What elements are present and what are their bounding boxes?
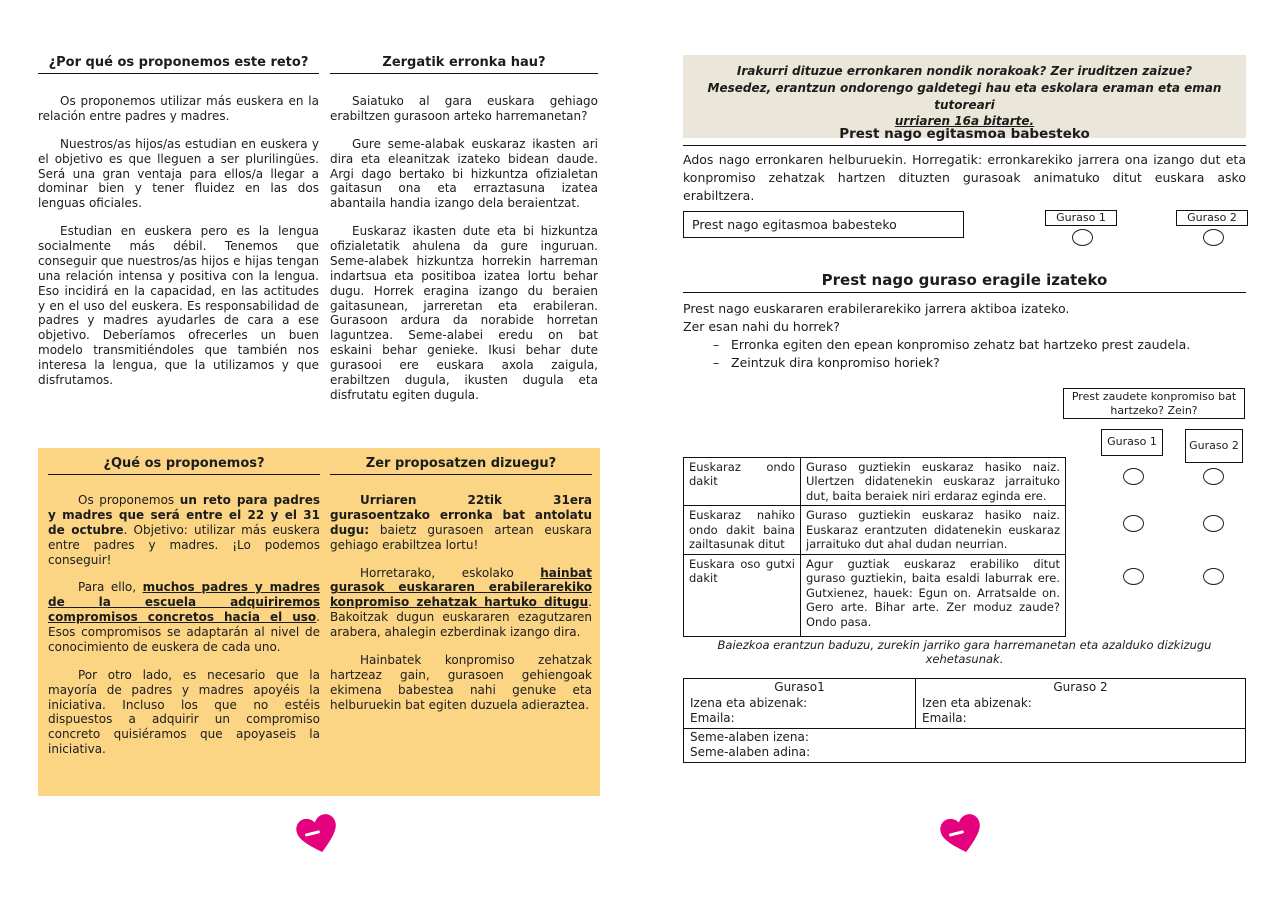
commitment-question-box: Prest zaudete konpromiso bat hartzeko? Zein?: [1063, 388, 1245, 419]
text-run: Os proponemos: [78, 493, 180, 507]
guraso2-label-support: Guraso 2: [1176, 210, 1248, 226]
paragraph-why-es-1: Os proponemos utilizar más euskera en la relación entre padres y madres.: [38, 94, 319, 123]
heading-propose-es: ¿Qué os proponemos?: [48, 456, 320, 475]
notice-line-2: Mesedez, erantzun ondorengo galdetegi hau eta eskolara eraman eta eman tutoreari: [707, 80, 1222, 112]
support-guraso1-circle[interactable]: [1072, 229, 1093, 246]
heart-logo: [294, 812, 342, 859]
paragraph-propose-es-3: Por otro lado, es necesario que la mayoría de padres y madres apoyéis la iniciativa. Incluso los que no estéis dispuestos a adquirir un compromiso concreto quisiéramos que apoyaseis la iniciativa.: [48, 667, 320, 757]
guraso1-name-label: Izena eta abizenak:: [690, 695, 808, 710]
paragraph-why-es-3: Estudian en euskera pero es la lengua socialmente más débil. Tenemos que conseguir que nuestros/as hijos e hijas tengan una relación intensa y positiva con la lengua. Eso incidirá en la capacidad, en las actitudes y en el uso del euskera. Es responsabilidad de padres y madres ayudarles de cara a ese objetivo. Deberíamos ofrecerles un buen modelo transmitiéndoles que también nos interesa la lengua, que la utilizamos y que disfrutamos.: [38, 224, 319, 387]
guraso1-email-label: Emaila:: [690, 711, 735, 726]
left-column-basque: [330, 55, 598, 403]
active-bullet-2: [683, 354, 1246, 372]
child-age-label: Seme-alaben adina:: [690, 745, 811, 760]
notice-line-1: Irakurri dituzue erronkaren nondik norakoak? Zer iruditzen zaizue?: [736, 64, 1193, 78]
row2-guraso2-circle[interactable]: [1203, 515, 1224, 532]
commitment-cell: Guraso guztiekin euskaraz hasiko naiz. Euskaraz erantzuten didatenekin euskaraz jarraituko dut ahal dudan neurrian.: [801, 506, 1066, 554]
heading-why-es: ¿Por qué os proponemos este reto?: [38, 55, 319, 74]
bullet-text: Zeintzuk dira konpromiso horiek?: [731, 355, 940, 371]
text-run: Horretarako, eskolako: [360, 565, 541, 580]
active-section-intro: [683, 300, 1246, 373]
proposal-highlight-box: [38, 448, 600, 796]
text-run-bold: un reto para padres y madres que será entre el 22 y el 31 de octubre: [48, 493, 320, 537]
text-run: . Bakoitzak dugun euskararen ezagutzaren arabera, ahalegin ezberdinak izango dira.: [330, 595, 592, 639]
paragraph-propose-eu-1: [330, 493, 592, 553]
paragraph-propose-es-1: [48, 493, 320, 567]
heart-logo: [938, 812, 986, 859]
guraso2-form-header: Guraso 2: [1053, 680, 1108, 694]
active-intro-line-2: Zer esan nahi du horrek?: [683, 319, 840, 335]
support-guraso2-circle[interactable]: [1203, 229, 1224, 246]
notice-deadline: urriaren 16a bitarte.: [894, 114, 1035, 129]
guraso1-label-support: Guraso 1: [1045, 210, 1117, 226]
text-run: . Esos compromisos se adaptarán al nivel de conocimiento de euskera de cada uno.: [48, 610, 320, 654]
guraso2-label-commitments: Guraso 2: [1185, 429, 1243, 463]
paragraph-propose-es-2: [48, 580, 320, 654]
guraso1-form-header: Guraso1: [774, 680, 825, 694]
commitment-cell: Guraso guztiekin euskaraz hasiko naiz. Ulertzen didatenekin euskaraz jarraituko dut, baita beraiek niri erdaraz eginda ere.: [801, 458, 1066, 506]
child-name-label: Seme-alaben izena:: [690, 729, 809, 744]
text-run: Para ello,: [78, 580, 143, 595]
paragraph-why-eu-1: Saiatuko al gara euskara gehiago erabiltzen gurasoon arteko harremanetan?: [330, 94, 598, 123]
active-bullet-1: [683, 336, 1246, 354]
table-row: [684, 506, 1066, 554]
commitment-cell: Agur guztiak euskaraz erabiliko ditut guraso guztiekin, baita esaldi laburrak ere. Gutxienez, hauek: Egun on. Arratsalde on. Gero arte. Bihar arte. Zer moduz zaude? Ondo pasa.: [801, 554, 1066, 636]
contact-form-table: [683, 678, 1246, 763]
children-form-cell: [684, 728, 1246, 762]
heading-propose-eu: Zer proposatzen dizuegu?: [330, 456, 592, 475]
left-column-spanish: [38, 55, 319, 388]
text-run-bold-underline: hainbat gurasok euskararen erabilerarekiko konpromiso zehatzak hartuko ditugu: [330, 565, 592, 610]
support-section-paragraph: Ados nago erronkaren helburuekin. Horregatik: erronkarekiko jarrera ona izango dut eta konpromiso zehatzak hartzen dituzten gurasoak animatuko ditut euskara asko erabiltzera.: [683, 152, 1246, 203]
guraso2-name-label: Izen eta abizenak:: [922, 695, 1032, 710]
bullet-dash: –: [713, 355, 720, 371]
children-row: [684, 728, 1246, 762]
paragraph-why-es-2: Nuestros/as hijos/as estudian en euskera y el objetivo es que lleguen a ser plurilingües. Será una gran ventaja para ellos/a llegar a dominar bien y tener fluidez en las dos lenguas oficiales.: [38, 136, 319, 211]
guraso2-form-cell: [916, 679, 1246, 729]
bullet-text: Erronka egiten den epean konpromiso zehatz bat hartzeko prest zaudela.: [731, 337, 1191, 353]
row1-guraso2-circle[interactable]: [1203, 468, 1224, 485]
text-run: baietz gurasoen artean euskara gehiago erabiltzea lortu!: [330, 522, 592, 552]
guraso1-form-cell: [684, 679, 916, 729]
bullet-dash: –: [713, 337, 720, 353]
heading-active-section: Prest nago guraso eragile izateko: [683, 271, 1246, 293]
row1-guraso1-circle[interactable]: [1123, 468, 1144, 485]
paragraph-why-eu-2: Gure seme-alabak euskaraz ikasten ari dira eta eleanitzak izateko bidean daude. Argi dago bertako bi hizkuntza ofizialetan gaitasun ona eta erraztasuna izatea abantaila handia izango dela beraientzat.: [330, 136, 598, 211]
guraso2-email-label: Emaila:: [922, 711, 967, 726]
level-cell: Euskaraz ondo dakit: [684, 458, 801, 506]
proposal-column-spanish: [48, 456, 320, 757]
row2-guraso1-circle[interactable]: [1123, 515, 1144, 532]
paragraph-propose-eu-2: [330, 566, 592, 640]
text-run: . Objetivo: utilizar más euskera entre padres y madres. ¡Lo podemos conseguir!: [48, 522, 320, 567]
text-run-bold: Urriaren 22tik 31era gurasoentzako erronka bat antolatu dugu:: [330, 493, 592, 537]
row3-guraso1-circle[interactable]: [1123, 568, 1144, 585]
text-run-bold-underline: muchos padres y madres de la escuela adquiriremos compromisos concretos hacia el uso: [48, 580, 320, 625]
guraso1-label-commitments: Guraso 1: [1101, 429, 1163, 456]
contact-note: Baiezkoa erantzun baduzu, zurekin jarriko gara harremanetan eta azalduko dizkizugu xehetasunak.: [717, 638, 1212, 666]
heading-support-section: Prest nago egitasmoa babesteko: [683, 126, 1246, 146]
table-row: [684, 458, 1066, 506]
table-row: [684, 554, 1066, 636]
active-intro-line-1: Prest nago euskararen erabilerarekiko jarrera aktiboa izateko.: [683, 301, 1070, 316]
proposal-column-basque: [330, 456, 592, 712]
parents-row: [684, 679, 1246, 729]
paragraph-propose-eu-3: Hainbatek konpromiso zehatzak hartzeaz gain, gurasoen gehiengoak ekimena babestea nahi genuke eta helburuekin bat egiten duzuela adieraztea.: [330, 652, 592, 712]
level-cell: Euskaraz nahiko ondo dakit baina zailtasunak ditut: [684, 506, 801, 554]
paragraph-why-eu-3: Euskaraz ikasten dute eta bi hizkuntza ofizialetatik ahulena da gure inguruan. Seme-alabek hizkuntza horrekin harreman indartsua eta positiboa izatea lortu behar dugu. Horrek eragina izango du beraien gaitasunean, jarreretan eta erabileran. Gurasoon ardura da norabide horretan laguntzea. Seme-alabei eredu on bat eskaini behar genieke. Ikusi behar dute gurasooi ere euskara axola zaigula, erabiltzen dugula, ikusten dugula eta disfrutatu egiten dugula.: [330, 224, 598, 402]
commitment-table: [683, 457, 1066, 637]
row3-guraso2-circle[interactable]: [1203, 568, 1224, 585]
heading-why-eu: Zergatik erronka hau?: [330, 55, 598, 74]
support-statement-box: Prest nago egitasmoa babesteko: [683, 211, 964, 238]
level-cell: Euskara oso gutxi dakit: [684, 554, 801, 636]
